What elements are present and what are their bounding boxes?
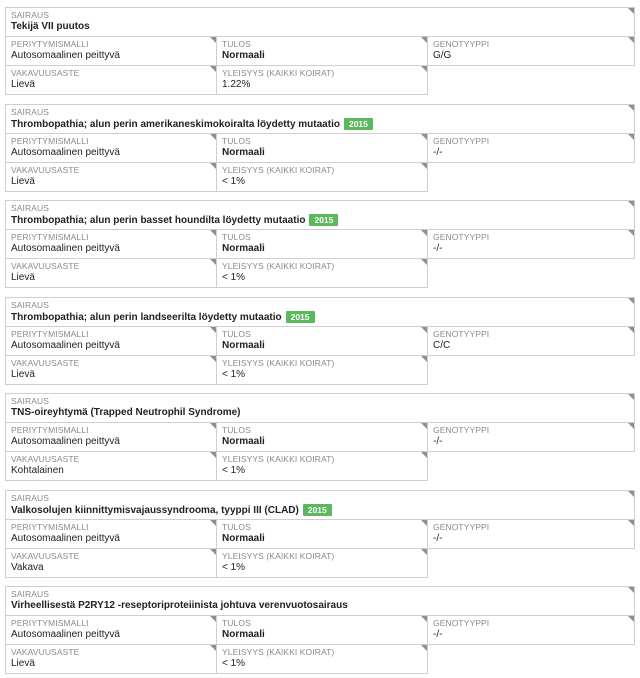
genotype-value: -/- xyxy=(433,243,443,254)
corner-marker-icon xyxy=(627,326,635,334)
result-cell xyxy=(216,422,428,452)
genotype-cell xyxy=(427,229,635,259)
inheritance-value: Autosomaalinen peittyvä xyxy=(11,340,120,351)
inheritance-value: Autosomaalinen peittyvä xyxy=(11,436,120,447)
result-value: Normaali xyxy=(222,436,265,447)
genotype-label: GENOTYYPPI xyxy=(433,425,490,435)
corner-marker-icon xyxy=(627,200,635,208)
disease-label: SAIRAUS xyxy=(11,396,50,406)
severity-label: VAKAVUUSASTE xyxy=(11,68,80,78)
year-badge: 2015 xyxy=(286,311,315,323)
disease-label: SAIRAUS xyxy=(11,300,50,310)
inheritance-label: PERIYTYMISMALLI xyxy=(11,232,89,242)
severity-value: Vakava xyxy=(11,562,44,573)
genotype-label: GENOTYYPPI xyxy=(433,232,490,242)
disease-label: SAIRAUS xyxy=(11,107,50,117)
inheritance-label: PERIYTYMISMALLI xyxy=(11,39,89,49)
genotype-value: C/C xyxy=(433,340,451,351)
inheritance-cell xyxy=(5,519,217,549)
corner-marker-icon xyxy=(627,229,635,237)
severity-label: VAKAVUUSASTE xyxy=(11,261,80,271)
disease-header-cell xyxy=(5,393,635,423)
genotype-label: GENOTYYPPI xyxy=(433,618,490,628)
year-badge: 2015 xyxy=(309,214,338,226)
result-cell xyxy=(216,229,428,259)
result-label: TULOS xyxy=(222,136,251,146)
prevalence-value: < 1% xyxy=(222,562,246,573)
severity-label: VAKAVUUSASTE xyxy=(11,165,80,175)
severity-cell xyxy=(5,451,217,481)
prevalence-cell xyxy=(216,548,428,578)
corner-marker-icon xyxy=(420,548,428,556)
disease-label: SAIRAUS xyxy=(11,493,50,503)
year-badge: 2015 xyxy=(344,118,373,130)
prevalence-cell xyxy=(216,644,428,674)
disease-name: Tekijä VII puutos xyxy=(11,21,90,32)
genotype-cell xyxy=(427,326,635,356)
disease-card xyxy=(5,7,635,95)
disease-name-row xyxy=(11,21,90,32)
result-cell xyxy=(216,133,428,163)
corner-marker-icon xyxy=(420,258,428,266)
disease-label: SAIRAUS xyxy=(11,10,50,20)
result-value: Normaali xyxy=(222,50,265,61)
inheritance-label: PERIYTYMISMALLI xyxy=(11,425,89,435)
prevalence-label: YLEISYYS (KAIKKI KOIRAT) xyxy=(222,551,335,561)
disease-name: Virheellisestä P2RY12 -reseptoriproteiinista johtuva verenvuotosairaus xyxy=(11,600,348,611)
severity-value: Lievä xyxy=(11,272,35,283)
prevalence-value: < 1% xyxy=(222,465,246,476)
corner-marker-icon xyxy=(420,65,428,73)
prevalence-cell xyxy=(216,162,428,192)
severity-label: VAKAVUUSASTE xyxy=(11,647,80,657)
inheritance-value: Autosomaalinen peittyvä xyxy=(11,50,120,61)
genotype-value: G/G xyxy=(433,50,452,61)
prevalence-cell xyxy=(216,65,428,95)
severity-cell xyxy=(5,65,217,95)
inheritance-cell xyxy=(5,133,217,163)
disease-name-row xyxy=(11,504,332,516)
inheritance-cell xyxy=(5,229,217,259)
prevalence-label: YLEISYYS (KAIKKI KOIRAT) xyxy=(222,165,335,175)
genotype-label: GENOTYYPPI xyxy=(433,522,490,532)
corner-marker-icon xyxy=(627,519,635,527)
severity-cell xyxy=(5,548,217,578)
year-badge: 2015 xyxy=(303,504,332,516)
genotype-cell xyxy=(427,615,635,645)
severity-label: VAKAVUUSASTE xyxy=(11,358,80,368)
genotype-cell xyxy=(427,36,635,66)
genotype-value: -/- xyxy=(433,629,443,640)
corner-marker-icon xyxy=(627,490,635,498)
inheritance-cell xyxy=(5,326,217,356)
corner-marker-icon xyxy=(420,355,428,363)
genotype-cell xyxy=(427,133,635,163)
result-value: Normaali xyxy=(222,340,265,351)
genotype-value: -/- xyxy=(433,436,443,447)
disease-name: TNS-oireyhtymä (Trapped Neutrophil Syndrome) xyxy=(11,407,241,418)
disease-header-cell xyxy=(5,104,635,134)
corner-marker-icon xyxy=(627,104,635,112)
genotype-value: -/- xyxy=(433,533,443,544)
severity-value: Lievä xyxy=(11,79,35,90)
disease-name-row xyxy=(11,118,373,130)
result-label: TULOS xyxy=(222,425,251,435)
result-cell xyxy=(216,615,428,645)
disease-name-row xyxy=(11,407,240,418)
corner-marker-icon xyxy=(627,422,635,430)
severity-label: VAKAVUUSASTE xyxy=(11,454,80,464)
disease-name: Thrombopathia; alun perin amerikaneskimokoiralta löydetty mutaatio xyxy=(11,118,340,130)
disease-name: Thrombopathia; alun perin basset houndilta löydetty mutaatio xyxy=(11,214,306,226)
disease-name: Valkosolujen kiinnittymisvajaussyndrooma, tyyppi III (CLAD) xyxy=(11,504,299,516)
disease-header-cell xyxy=(5,200,635,230)
prevalence-value: < 1% xyxy=(222,658,246,669)
prevalence-label: YLEISYYS (KAIKKI KOIRAT) xyxy=(222,454,335,464)
severity-value: Lievä xyxy=(11,658,35,669)
inheritance-value: Autosomaalinen peittyvä xyxy=(11,533,120,544)
severity-cell xyxy=(5,258,217,288)
prevalence-label: YLEISYYS (KAIKKI KOIRAT) xyxy=(222,358,335,368)
severity-value: Lievä xyxy=(11,369,35,380)
prevalence-value: 1.22% xyxy=(222,79,251,90)
corner-marker-icon xyxy=(420,162,428,170)
severity-cell xyxy=(5,644,217,674)
severity-cell xyxy=(5,162,217,192)
result-label: TULOS xyxy=(222,329,251,339)
corner-marker-icon xyxy=(627,615,635,623)
prevalence-value: < 1% xyxy=(222,176,246,187)
corner-marker-icon xyxy=(627,297,635,305)
result-value: Normaali xyxy=(222,243,265,254)
disease-header-cell xyxy=(5,297,635,327)
disease-card xyxy=(5,200,635,288)
inheritance-value: Autosomaalinen peittyvä xyxy=(11,147,120,158)
severity-value: Lievä xyxy=(11,176,35,187)
result-cell xyxy=(216,519,428,549)
corner-marker-icon xyxy=(627,393,635,401)
prevalence-cell xyxy=(216,355,428,385)
disease-card xyxy=(5,393,635,481)
disease-card xyxy=(5,586,635,674)
severity-label: VAKAVUUSASTE xyxy=(11,551,80,561)
inheritance-cell xyxy=(5,36,217,66)
severity-cell xyxy=(5,355,217,385)
disease-header-cell xyxy=(5,586,635,616)
result-cell xyxy=(216,326,428,356)
prevalence-label: YLEISYYS (KAIKKI KOIRAT) xyxy=(222,261,335,271)
result-label: TULOS xyxy=(222,232,251,242)
disease-card xyxy=(5,104,635,192)
result-value: Normaali xyxy=(222,533,265,544)
disease-name-row xyxy=(11,600,348,611)
corner-marker-icon xyxy=(627,7,635,15)
disease-card xyxy=(5,297,635,385)
disease-label: SAIRAUS xyxy=(11,589,50,599)
prevalence-label: YLEISYYS (KAIKKI KOIRAT) xyxy=(222,68,335,78)
inheritance-label: PERIYTYMISMALLI xyxy=(11,329,89,339)
genotype-cell xyxy=(427,519,635,549)
inheritance-cell xyxy=(5,422,217,452)
corner-marker-icon xyxy=(627,36,635,44)
prevalence-cell xyxy=(216,451,428,481)
result-label: TULOS xyxy=(222,618,251,628)
genotype-cell xyxy=(427,422,635,452)
inheritance-cell xyxy=(5,615,217,645)
corner-marker-icon xyxy=(420,451,428,459)
disease-header-cell xyxy=(5,490,635,520)
inheritance-label: PERIYTYMISMALLI xyxy=(11,618,89,628)
genotype-value: -/- xyxy=(433,147,443,158)
result-label: TULOS xyxy=(222,39,251,49)
result-value: Normaali xyxy=(222,147,265,158)
inheritance-label: PERIYTYMISMALLI xyxy=(11,522,89,532)
disease-name: Thrombopathia; alun perin landseerilta löydetty mutaatio xyxy=(11,311,282,323)
disease-header-cell xyxy=(5,7,635,37)
disease-label: SAIRAUS xyxy=(11,203,50,213)
inheritance-label: PERIYTYMISMALLI xyxy=(11,136,89,146)
prevalence-label: YLEISYYS (KAIKKI KOIRAT) xyxy=(222,647,335,657)
severity-value: Kohtalainen xyxy=(11,465,64,476)
result-value: Normaali xyxy=(222,629,265,640)
result-label: TULOS xyxy=(222,522,251,532)
disease-name-row xyxy=(11,311,315,323)
corner-marker-icon xyxy=(627,586,635,594)
result-cell xyxy=(216,36,428,66)
corner-marker-icon xyxy=(627,133,635,141)
genotype-label: GENOTYYPPI xyxy=(433,39,490,49)
genotype-label: GENOTYYPPI xyxy=(433,329,490,339)
prevalence-cell xyxy=(216,258,428,288)
prevalence-value: < 1% xyxy=(222,272,246,283)
corner-marker-icon xyxy=(420,644,428,652)
disease-name-row xyxy=(11,214,338,226)
disease-card xyxy=(5,490,635,578)
prevalence-value: < 1% xyxy=(222,369,246,380)
inheritance-value: Autosomaalinen peittyvä xyxy=(11,629,120,640)
genotype-label: GENOTYYPPI xyxy=(433,136,490,146)
inheritance-value: Autosomaalinen peittyvä xyxy=(11,243,120,254)
